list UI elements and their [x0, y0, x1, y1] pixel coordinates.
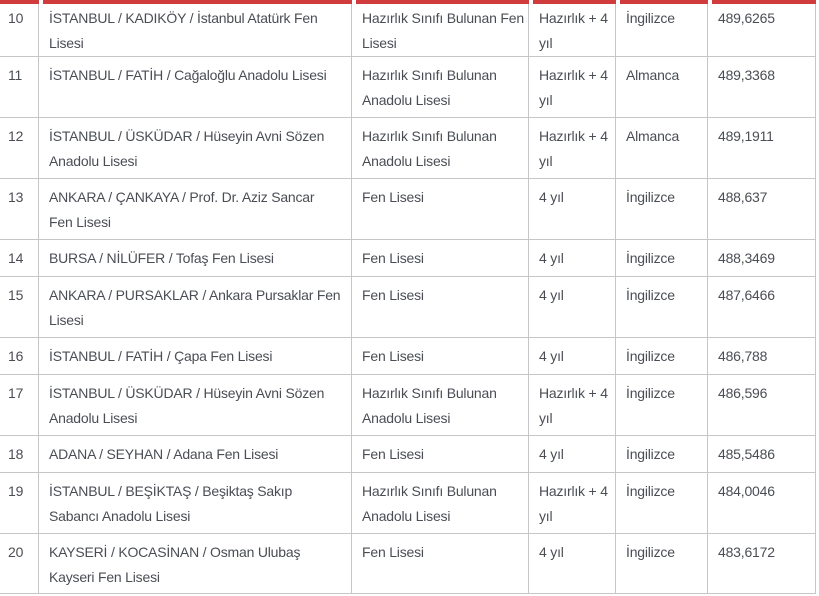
- cell-school: İSTANBUL / FATİH / Çapa Fen Lisesi: [39, 338, 352, 375]
- table-row: [0, 179, 816, 240]
- cell-language: İngilizce: [616, 277, 708, 338]
- cell-rank: 10: [0, 4, 39, 57]
- cell-language: İngilizce: [616, 240, 708, 277]
- cell-language: İngilizce: [616, 4, 708, 57]
- table-row: [0, 118, 816, 179]
- table-row: [0, 375, 816, 436]
- cell-type: Hazırlık Sınıfı Bulunan Anadolu Lisesi: [352, 473, 529, 534]
- cell-duration: 4 yıl: [529, 534, 616, 594]
- cell-score: 486,596: [708, 375, 816, 436]
- cell-score: 486,788: [708, 338, 816, 375]
- cell-score: 483,6172: [708, 534, 816, 594]
- cell-type: Fen Lisesi: [352, 277, 529, 338]
- cell-school: KAYSERİ / KOCASİNAN / Osman Ulubaş Kayseri Fen Lisesi: [39, 534, 352, 594]
- cell-type: Fen Lisesi: [352, 436, 529, 473]
- cell-score: 489,6265: [708, 4, 816, 57]
- cell-duration: 4 yıl: [529, 240, 616, 277]
- cell-language: İngilizce: [616, 375, 708, 436]
- cell-score: 485,5486: [708, 436, 816, 473]
- cell-type: Fen Lisesi: [352, 534, 529, 594]
- table-row: [0, 534, 816, 594]
- table-row: [0, 338, 816, 375]
- cell-type: Hazırlık Sınıfı Bulunan Anadolu Lisesi: [352, 375, 529, 436]
- cell-language: Almanca: [616, 118, 708, 179]
- cell-language: Almanca: [616, 57, 708, 118]
- cell-school: İSTANBUL / BEŞİKTAŞ / Beşiktaş Sakıp Sabancı Anadolu Lisesi: [39, 473, 352, 534]
- cell-score: 489,3368: [708, 57, 816, 118]
- cell-type: Hazırlık Sınıfı Bulunan Fen Lisesi: [352, 4, 529, 57]
- cell-duration: 4 yıl: [529, 277, 616, 338]
- cell-score: 489,1911: [708, 118, 816, 179]
- table-row: [0, 436, 816, 473]
- cell-duration: 4 yıl: [529, 436, 616, 473]
- cell-duration: Hazırlık + 4 yıl: [529, 4, 616, 57]
- cell-type: Fen Lisesi: [352, 179, 529, 240]
- cell-language: İngilizce: [616, 534, 708, 594]
- cell-school: ANKARA / PURSAKLAR / Ankara Pursaklar Fen Lisesi: [39, 277, 352, 338]
- table-row: [0, 57, 816, 118]
- cell-school: ANKARA / ÇANKAYA / Prof. Dr. Aziz Sancar Fen Lisesi: [39, 179, 352, 240]
- cell-school: İSTANBUL / ÜSKÜDAR / Hüseyin Avni Sözen Anadolu Lisesi: [39, 118, 352, 179]
- cell-score: 484,0046: [708, 473, 816, 534]
- cell-language: İngilizce: [616, 338, 708, 375]
- cell-school: ADANA / SEYHAN / Adana Fen Lisesi: [39, 436, 352, 473]
- cell-school: İSTANBUL / ÜSKÜDAR / Hüseyin Avni Sözen Anadolu Lisesi: [39, 375, 352, 436]
- cell-rank: 12: [0, 118, 39, 179]
- cell-rank: 13: [0, 179, 39, 240]
- cell-rank: 17: [0, 375, 39, 436]
- cell-type: Fen Lisesi: [352, 240, 529, 277]
- cell-school: İSTANBUL / KADIKÖY / İstanbul Atatürk Fen Lisesi: [39, 4, 352, 57]
- cell-score: 488,637: [708, 179, 816, 240]
- cell-duration: Hazırlık + 4 yıl: [529, 57, 616, 118]
- cell-rank: 11: [0, 57, 39, 118]
- cell-score: 487,6466: [708, 277, 816, 338]
- cell-duration: Hazırlık + 4 yıl: [529, 473, 616, 534]
- cell-duration: 4 yıl: [529, 338, 616, 375]
- cell-rank: 14: [0, 240, 39, 277]
- cell-school: BURSA / NİLÜFER / Tofaş Fen Lisesi: [39, 240, 352, 277]
- table-row: [0, 4, 816, 57]
- cell-language: İngilizce: [616, 179, 708, 240]
- cell-rank: 16: [0, 338, 39, 375]
- cell-school: İSTANBUL / FATİH / Cağaloğlu Anadolu Lisesi: [39, 57, 352, 118]
- cell-rank: 18: [0, 436, 39, 473]
- cell-language: İngilizce: [616, 436, 708, 473]
- cell-type: Hazırlık Sınıfı Bulunan Anadolu Lisesi: [352, 118, 529, 179]
- table-body: [0, 4, 816, 594]
- table-row: [0, 240, 816, 277]
- cell-duration: Hazırlık + 4 yıl: [529, 118, 616, 179]
- cell-language: İngilizce: [616, 473, 708, 534]
- cell-score: 488,3469: [708, 240, 816, 277]
- table-row: [0, 277, 816, 338]
- cell-type: Hazırlık Sınıfı Bulunan Anadolu Lisesi: [352, 57, 529, 118]
- cell-rank: 19: [0, 473, 39, 534]
- cell-type: Fen Lisesi: [352, 338, 529, 375]
- cell-duration: Hazırlık + 4 yıl: [529, 375, 616, 436]
- cell-rank: 15: [0, 277, 39, 338]
- cell-rank: 20: [0, 534, 39, 594]
- table-row: [0, 473, 816, 534]
- cell-duration: 4 yıl: [529, 179, 616, 240]
